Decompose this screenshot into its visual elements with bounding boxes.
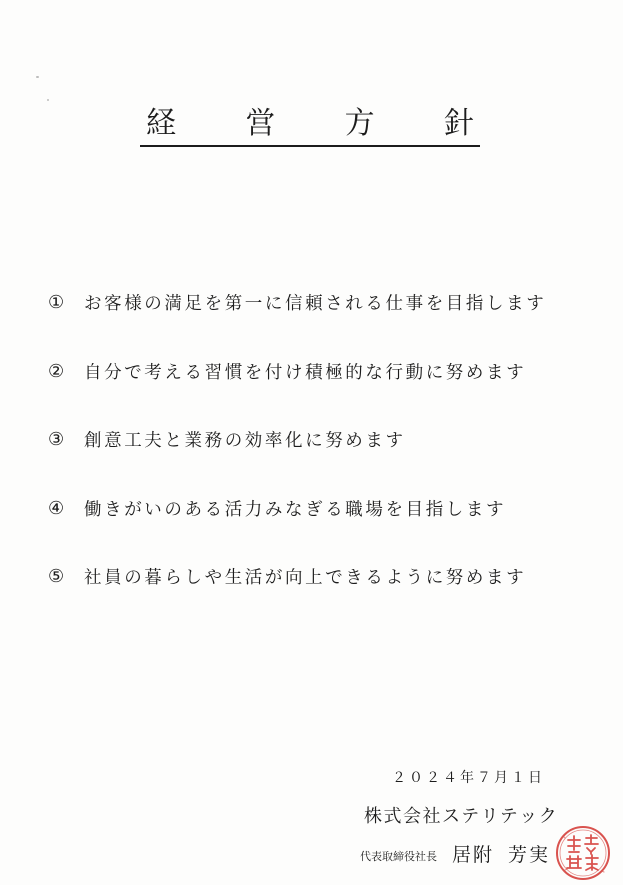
policy-number: ③ xyxy=(48,428,65,450)
policy-text: お客様の満足を第一に信頼される仕事を目指します xyxy=(84,293,547,314)
policy-number: ④ xyxy=(48,497,65,519)
title-char: 営 xyxy=(245,106,276,141)
policy-item xyxy=(48,288,546,316)
policy-number: ① xyxy=(48,291,65,313)
representative-title: 代表取締役社長 xyxy=(360,850,437,863)
document-title xyxy=(140,104,480,144)
title-underline xyxy=(140,145,480,147)
company-name: 株式会社ステリテック xyxy=(364,806,559,827)
representative-name xyxy=(452,840,550,867)
policy-item xyxy=(48,357,526,385)
title-char: 経 xyxy=(146,106,176,141)
policy-item xyxy=(48,562,526,590)
policy-text: 働きがいのある活力みなぎる職場を目指します xyxy=(84,499,507,520)
policy-item xyxy=(48,425,406,453)
title-char: 方 xyxy=(344,106,375,141)
policy-item xyxy=(48,494,506,522)
title-char: 針 xyxy=(443,106,474,141)
policy-number: ② xyxy=(48,360,65,382)
policy-text: 創意工夫と業務の効率化に努めます xyxy=(84,430,406,451)
policy-number: ⑤ xyxy=(48,565,65,587)
paper-speck xyxy=(47,99,49,101)
policy-text: 自分で考える習慣を付け積極的な行動に努めます xyxy=(84,362,527,383)
policy-text: 社員の暮らしや生活が向上できるように努めます xyxy=(84,567,527,588)
red-personal-seal-icon xyxy=(554,824,612,882)
representative-given-name: 芳実 xyxy=(508,844,551,866)
representative-surname: 居附 xyxy=(452,844,495,866)
issue-date: ２０２４年７月１日 xyxy=(392,770,545,786)
paper-speck xyxy=(36,76,39,78)
